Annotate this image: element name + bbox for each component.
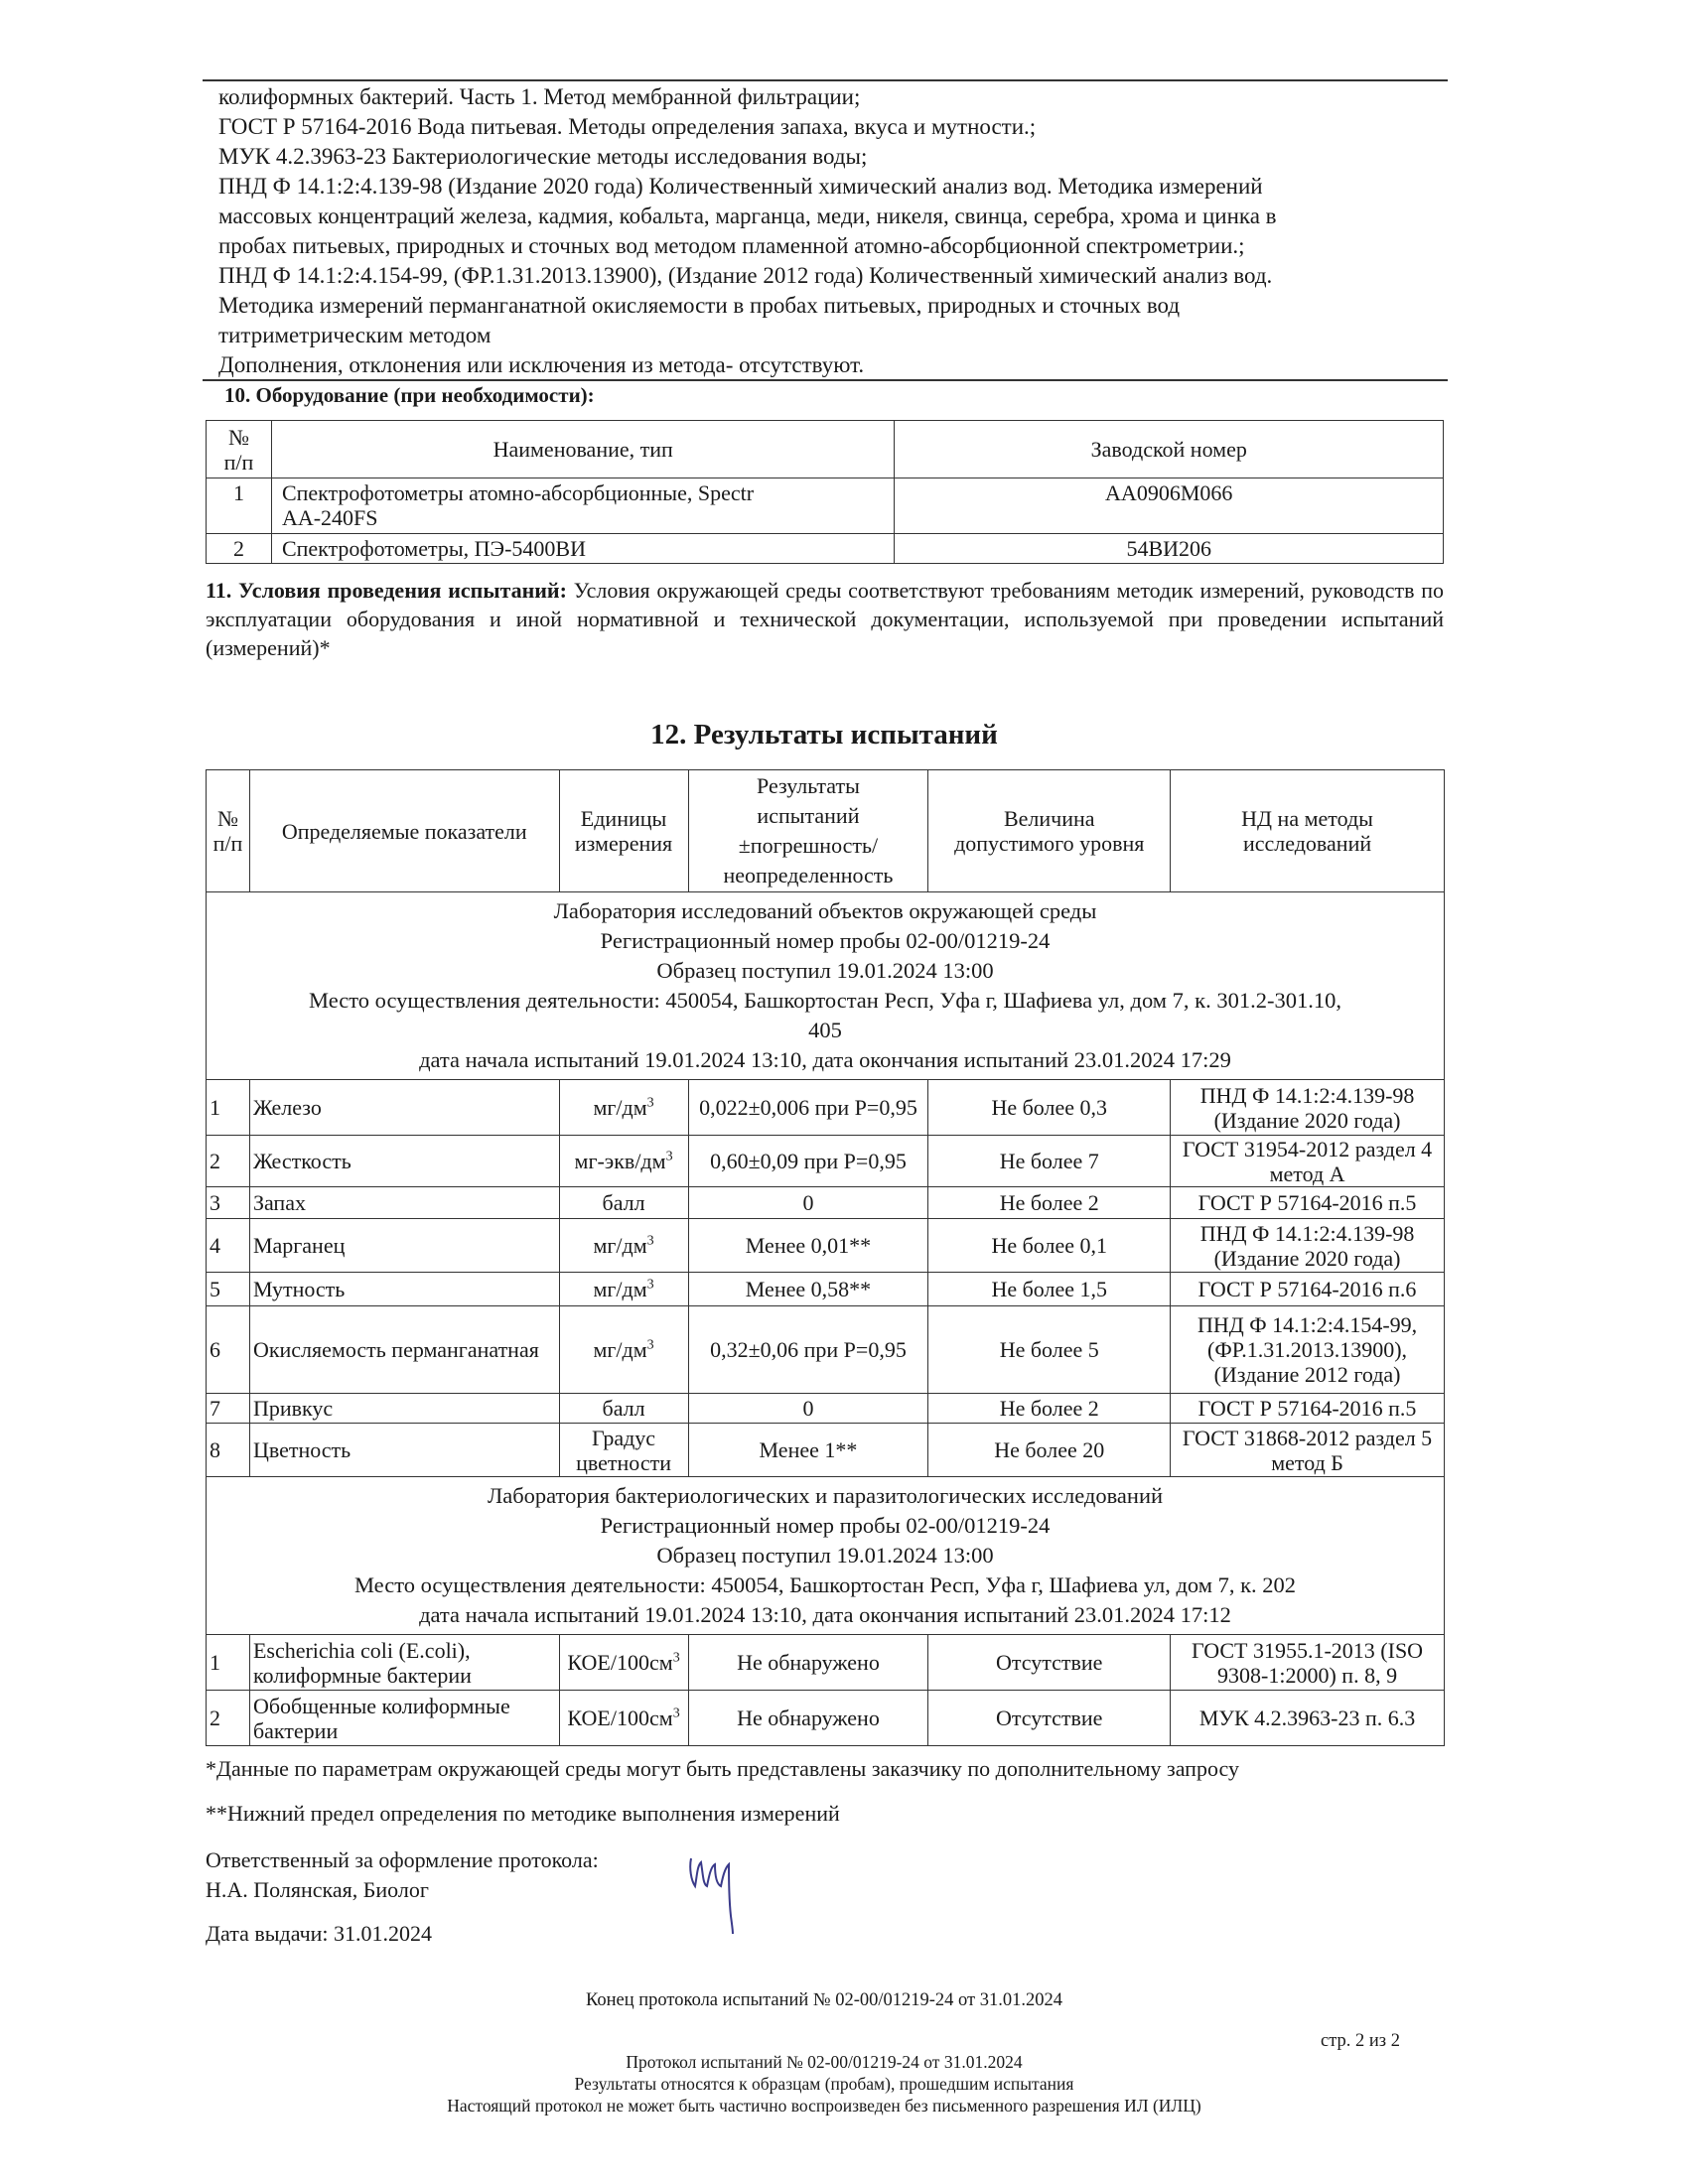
row-unit [559,1219,688,1273]
row-unit [559,1635,688,1691]
row-num: 6 [207,1306,250,1394]
signature-block [206,1845,599,1905]
row-limit: Не более 0,1 [928,1219,1171,1273]
row-num: 2 [207,1691,250,1746]
equipment-table [206,420,1444,564]
nd-text: (ФР.1.31.2013.13900), [1207,1337,1408,1362]
lab-block-info [207,892,1445,1080]
page-number: стр. 2 из 2 [1321,2031,1400,2051]
nd-text: ПНД Ф 14.1:2:4.139-98 [1199,1082,1415,1108]
row-indicator: Привкус [249,1394,559,1424]
row-num: 2 [207,1136,250,1187]
unit-sup: 3 [672,1650,680,1666]
block-line: Место осуществления деятельности: 450054, Башкортостан Респ, Уфа г, Шафиева ул, дом 7, к. 202 [353,1572,1297,1597]
table-header-row [207,421,1444,478]
section-11-label: 11. Условия проведения испытаний: [206,578,567,603]
footer [0,2051,1648,2116]
row-indicator: Мутность [249,1273,559,1306]
row-result: Не обнаружено [688,1691,928,1746]
row-num: 5 [207,1273,250,1306]
block-line: Образец поступил 19.01.2024 13:00 [656,1543,994,1568]
row-nd [1171,1136,1445,1187]
row-num: 3 [207,1187,250,1219]
nd-text: (Издание 2020 года) [1213,1245,1401,1271]
header-indicator: Определяемые показатели [249,770,559,892]
header-text: № [227,424,249,450]
method-line: Методика измерений перманганатной окисляемости в пробах питьевых, природных и сточных вод [218,293,1181,318]
unit-text: мг-экв/дм [574,1149,666,1173]
table-row [207,1394,1445,1424]
row-unit [559,1691,688,1746]
cell-text: Escherichia coli (E.coli), [252,1637,471,1663]
issue-date: Дата выдачи: 31.01.2024 [206,1921,433,1946]
unit-text: мг/дм [593,1277,647,1301]
header-text: испытаний [757,803,860,828]
protocol-end: Конец протокола испытаний № 02-00/01219-24 от 31.01.2024 [585,1990,1063,2010]
row-indicator: Цветность [249,1424,559,1477]
nd-text: 9308-1:2000) п. 8, 9 [1217,1662,1398,1688]
unit-sup: 3 [646,1337,654,1353]
row-limit: Отсутствие [928,1635,1171,1691]
row-nd [1171,1635,1445,1691]
table-row [207,1219,1445,1273]
lab-block-info [207,1477,1445,1635]
footer-line: Результаты относятся к образцам (пробам), прошедшим испытания [574,2074,1074,2094]
nd-text: метод А [1269,1160,1345,1186]
block-line: Регистрационный номер пробы 02-00/01219-24 [600,1513,1051,1538]
unit-sup: 3 [646,1233,654,1249]
header-limit [928,770,1171,892]
results-header-row [207,770,1445,892]
row-name [271,478,895,534]
method-line: массовых концентраций железа, кадмия, кобальта, марганца, меди, никеля, свинца, серебра, хрома и цинка в [218,204,1277,228]
row-result: Менее 0,58** [688,1273,928,1306]
table-row [207,1691,1445,1746]
block-line: 405 [808,1018,842,1042]
row-unit: балл [559,1394,688,1424]
header-nd [1171,770,1445,892]
row-num: 8 [207,1424,250,1477]
row-indicator [249,1691,559,1746]
block-line: дата начала испытаний 19.01.2024 13:10, дата окончания испытаний 23.01.2024 17:29 [419,1047,1231,1072]
block-line: дата начала испытаний 19.01.2024 13:10, дата окончания испытаний 23.01.2024 17:12 [419,1602,1231,1627]
table-row [207,1187,1445,1219]
row-num: 1 [207,478,272,534]
row-nd: ГОСТ Р 57164-2016 п.5 [1171,1394,1445,1424]
method-list [218,82,1446,380]
row-result: 0,32±0,06 при P=0,95 [688,1306,928,1394]
cell-text: Спектрофотометры атомно-абсорбционные, Spectr [281,480,755,505]
unit-text: КОЕ/100см [567,1650,673,1675]
header-text: Результаты [757,773,860,798]
nd-text: ПНД Ф 14.1:2:4.139-98 [1199,1220,1415,1246]
footnote-1: *Данные по параметрам окружающей среды могут быть представлены заказчику по дополнительному запросу [206,1756,1239,1781]
row-serial: AA0906M066 [895,478,1444,534]
row-num: 1 [207,1635,250,1691]
row-indicator: Запах [249,1187,559,1219]
row-num: 1 [207,1080,250,1136]
row-limit: Не более 0,3 [928,1080,1171,1136]
unit-sup: 3 [665,1149,673,1164]
table-row [207,1635,1445,1691]
block-line: Образец поступил 19.01.2024 13:00 [656,958,994,983]
row-indicator [249,1635,559,1691]
row-indicator: Железо [249,1080,559,1136]
nd-text: ГОСТ 31955.1-2013 (ISO [1192,1637,1424,1663]
row-serial: 54ВИ206 [895,534,1444,564]
section-11-text: Условия окружающей среды соответствуют требованиям методик измерений, руководств по эксплуатации оборудования и иной нормативной и технической документации, используемой при проведении испытаний (измерений)* [206,578,1445,660]
header-text: измерения [574,831,673,856]
unit-sup: 3 [646,1277,654,1293]
row-name: Спектрофотометры, ПЭ-5400ВИ [271,534,895,564]
row-result: 0 [688,1394,928,1424]
nd-text: (Издание 2012 года) [1213,1362,1401,1387]
block-line: Лаборатория бактериологических и паразитологических исследований [487,1483,1164,1508]
header-text: № [216,806,238,831]
row-num: 7 [207,1394,250,1424]
unit-text: Градус [592,1425,656,1450]
row-unit [559,1306,688,1394]
nd-text: ГОСТ 31954-2012 раздел 4 [1182,1136,1433,1161]
header-result [688,770,928,892]
unit-text: мг/дм [593,1233,647,1258]
cell-text: колиформные бактерии [252,1662,472,1688]
row-result: Менее 0,01** [688,1219,928,1273]
row-limit: Не более 1,5 [928,1273,1171,1306]
signature-role: Ответственный за оформление протокола: [206,1847,599,1872]
row-result: Менее 1** [688,1424,928,1477]
table-row [207,1306,1445,1394]
row-nd [1171,1219,1445,1273]
results-title: 12. Результаты испытаний [650,719,998,751]
row-nd: ГОСТ Р 57164-2016 п.5 [1171,1187,1445,1219]
nd-text: (Издание 2020 года) [1213,1107,1401,1133]
row-result: Не обнаружено [688,1635,928,1691]
row-result: 0,60±0,09 при P=0,95 [688,1136,928,1187]
row-result: 0 [688,1187,928,1219]
header-name: Наименование, тип [271,421,895,478]
nd-text: метод Б [1271,1449,1343,1475]
block-line: Лаборатория исследований объектов окружающей среды [553,898,1097,923]
row-limit: Не более 2 [928,1394,1171,1424]
section-rule [203,379,1448,381]
row-unit [559,1136,688,1187]
row-indicator: Марганец [249,1219,559,1273]
block-line: Место осуществления деятельности: 450054, Башкортостан Респ, Уфа г, Шафиева ул, дом 7, к. 301.2-301.10, [309,988,1341,1013]
lab-block-header [207,892,1445,1080]
section-11 [206,576,1444,662]
section-10-title: 10. Оборудование (при необходимости): [224,383,595,407]
table-row [207,1424,1445,1477]
method-line: ГОСТ Р 57164-2016 Вода питьевая. Методы определения запаха, вкуса и мутности.; [218,114,1037,139]
header-text: Единицы [580,806,667,831]
cell-text: бактерии [252,1717,339,1743]
row-unit [559,1080,688,1136]
unit-text: мг/дм [593,1337,647,1362]
nd-text: ПНД Ф 14.1:2:4.154-99, [1196,1312,1418,1337]
header-text: п/п [223,449,254,475]
row-nd [1171,1424,1445,1477]
method-line: МУК 4.2.3963-23 Бактериологические методы исследования воды; [218,144,868,169]
block-line: Регистрационный номер пробы 02-00/01219-24 [600,928,1051,953]
footnote-2: **Нижний предел определения по методике выполнения измерений [206,1801,840,1826]
table-row [207,1136,1445,1187]
method-line: пробах питьевых, природных и сточных вод методом пламенной атомно-абсорбционной спектрометрии.; [218,233,1245,258]
table-row [207,1080,1445,1136]
nd-text: ГОСТ 31868-2012 раздел 5 [1182,1425,1433,1450]
header-unit [559,770,688,892]
method-line: ПНД Ф 14.1:2:4.154-99, (ФР.1.31.2013.13900), (Издание 2012 года) Количественный химический анализ вод. [218,263,1273,288]
table-row [207,534,1444,564]
method-line: Дополнения, отклонения или исключения из метода- отсутствуют. [218,352,865,377]
table-row [207,1273,1445,1306]
row-nd [1171,1080,1445,1136]
row-num: 4 [207,1219,250,1273]
row-nd [1171,1306,1445,1394]
unit-sup: 3 [646,1095,654,1111]
row-indicator: Окисляемость перманганатная [249,1306,559,1394]
row-limit: Не более 2 [928,1187,1171,1219]
cell-text: Обобщенные колиформные [252,1693,510,1718]
footer-line: Протокол испытаний № 02-00/01219-24 от 31.01.2024 [626,2052,1023,2072]
signature-name: Н.А. Полянская, Биолог [206,1877,429,1902]
row-unit: балл [559,1187,688,1219]
method-line: ПНД Ф 14.1:2:4.139-98 (Издание 2020 года) Количественный химический анализ вод. Методика измерений [218,174,1263,199]
table-row [207,478,1444,534]
row-limit: Не более 7 [928,1136,1171,1187]
row-limit: Отсутствие [928,1691,1171,1746]
row-unit [559,1424,688,1477]
row-limit: Не более 20 [928,1424,1171,1477]
header-text: Величина [1003,806,1095,831]
header-num [207,770,250,892]
results-table [206,769,1445,1746]
row-nd: МУК 4.2.3963-23 п. 6.3 [1171,1691,1445,1746]
method-line: титриметрическим методом [218,323,492,347]
row-indicator: Жесткость [249,1136,559,1187]
row-unit [559,1273,688,1306]
lab-block-header [207,1477,1445,1635]
header-text: п/п [212,831,243,856]
unit-sup: 3 [672,1706,680,1721]
footer-line: Настоящий протокол не может быть частично воспроизведен без письменного разрешения ИЛ (ИЛЦ) [447,2096,1201,2116]
row-result: 0,022±0,006 при P=0,95 [688,1080,928,1136]
top-rule [203,79,1448,81]
row-num: 2 [207,534,272,564]
header-text: исследований [1242,831,1372,856]
row-nd: ГОСТ Р 57164-2016 п.6 [1171,1273,1445,1306]
row-limit: Не более 5 [928,1306,1171,1394]
unit-text: КОЕ/100см [567,1706,673,1730]
header-text: неопределенность [723,863,894,887]
method-line: колиформных бактерий. Часть 1. Метод мембранной фильтрации; [218,84,861,109]
unit-text: мг/дм [593,1095,647,1120]
header-text: ±погрешность/ [738,833,879,858]
header-text: допустимого уровня [954,831,1145,856]
cell-text: AA-240FS [281,505,378,530]
header-text: НД на методы [1241,806,1373,831]
handwritten-signature [685,1846,755,1936]
header-serial: Заводской номер [895,421,1444,478]
unit-text: цветности [576,1449,671,1475]
header-num [207,421,272,478]
